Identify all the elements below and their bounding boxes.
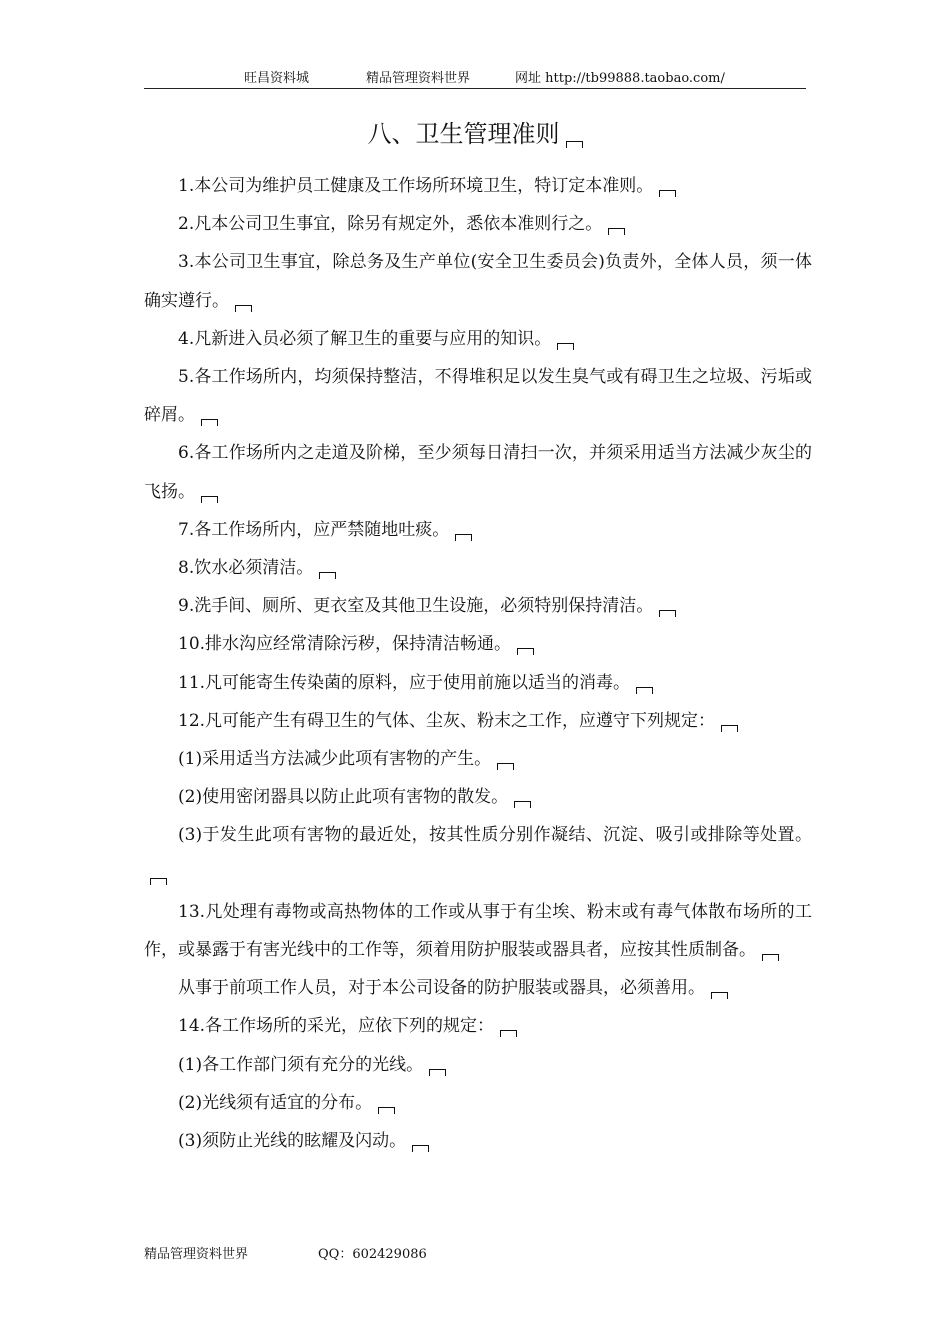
page-footer	[144, 1246, 427, 1264]
paragraph-text: 4.凡新进入员必须了解卫生的重要与应用的知识。	[178, 328, 552, 349]
paragraph-12-1	[144, 740, 812, 778]
paragraph-text: 10.排水沟应经常清除污秽，保持清洁畅通。	[178, 634, 512, 655]
paragraph-8	[144, 549, 812, 587]
footer-qq: QQ：602429086	[318, 1247, 427, 1262]
paragraph-text: (1)采用适当方法减少此项有害物的产生。	[178, 749, 492, 770]
document-body	[144, 167, 812, 1160]
paragraph-mark-icon	[636, 687, 653, 694]
paragraph-1	[144, 167, 812, 205]
paragraph-13	[144, 893, 812, 969]
paragraph-mark-icon	[201, 419, 218, 426]
paragraph-text: (3)于发生此项有害物的最近处，按其性质分别作凝结、沉淀、吸引或排除等处置。	[178, 825, 812, 846]
paragraph-5	[144, 358, 812, 434]
page-header	[144, 66, 806, 89]
paragraph-text: 13.凡处理有毒物或高热物体的工作或从事于有尘埃、粉末或有毒气体散布场所的工作，或暴露于有害光线中的工作等，须着用防护服装或器具者，应按其性质制备。	[144, 901, 812, 961]
paragraph-mark-icon	[608, 228, 625, 235]
paragraph-mark-icon	[150, 878, 167, 885]
paragraph-text: 9.洗手间、厕所、更衣室及其他卫生设施，必须特别保持清洁。	[178, 596, 654, 617]
paragraph-14	[144, 1007, 812, 1045]
paragraph-mark-icon	[514, 801, 531, 808]
paragraph-text: 3.本公司卫生事宜，除总务及生产单位(安全卫生委员会)负责外，全体人员，须一体确实遵行。	[144, 252, 812, 311]
paragraph-3	[144, 243, 812, 319]
paragraph-text: (3)须防止光线的眩耀及闪动。	[178, 1131, 407, 1152]
paragraph-mark-icon	[319, 572, 336, 579]
paragraph-text: 12.凡可能产生有碍卫生的气体、尘灰、粉末之工作，应遵守下列规定：	[178, 710, 716, 731]
paragraph-12	[144, 702, 812, 740]
paragraph-10	[144, 625, 812, 663]
paragraph-text: 6.各工作场所内之走道及阶梯，至少须每日清扫一次，并须采用适当方法减少灰尘的飞扬。	[144, 443, 812, 502]
paragraph-text: 2.凡本公司卫生事宜，除另有规定外，悉依本准则行之。	[178, 214, 603, 235]
paragraph-mark-icon	[378, 1107, 395, 1114]
paragraph-14-1	[144, 1046, 812, 1084]
paragraph-11	[144, 664, 812, 702]
paragraph-mark-icon	[711, 992, 728, 999]
paragraph-text: 14.各工作场所的采光，应依下列的规定：	[178, 1016, 495, 1037]
page-title	[0, 114, 950, 154]
paragraph-mark-icon	[429, 1069, 446, 1076]
paragraph-13-note	[144, 969, 812, 1007]
paragraph-text: 从事于前项工作人员，对于本公司设备的防护服装或器具，必须善用。	[178, 978, 705, 999]
paragraph-mark-icon	[557, 343, 574, 350]
paragraph-12-2	[144, 778, 812, 816]
paragraph-text: 11.凡可能寄生传染菌的原料，应于使用前施以适当的消毒。	[178, 672, 631, 693]
paragraph-text: (1)各工作部门须有充分的光线。	[178, 1054, 424, 1075]
paragraph-text: (2)光线须有适宜的分布。	[178, 1092, 373, 1113]
paragraph-mark-icon	[659, 190, 676, 197]
paragraph-mark-icon	[500, 1030, 517, 1037]
paragraph-mark-icon	[497, 763, 514, 770]
paragraph-text: (2)使用密闭器具以防止此项有害物的散发。	[178, 787, 509, 808]
paragraph-mark-icon	[659, 610, 676, 617]
paragraph-14-2	[144, 1084, 812, 1122]
paragraph-mark-icon	[455, 534, 472, 541]
paragraph-4	[144, 320, 812, 358]
paragraph-text: 7.各工作场所内，应严禁随地吐痰。	[178, 519, 450, 540]
header-site-name: 精品管理资料世界	[366, 71, 471, 86]
paragraph-mark-icon	[412, 1145, 429, 1152]
paragraph-6	[144, 434, 812, 510]
header-website-url: 网址 http://tb99888.taobao.com/	[515, 71, 725, 86]
paragraph-mark-icon	[517, 648, 534, 655]
paragraph-14-3	[144, 1122, 812, 1160]
paragraph-7	[144, 511, 812, 549]
paragraph-9	[144, 587, 812, 625]
paragraph-mark-icon	[566, 141, 583, 148]
paragraph-mark-icon	[235, 305, 252, 312]
paragraph-12-3	[144, 816, 812, 892]
footer-site-name: 精品管理资料世界	[144, 1247, 249, 1262]
header-shop-name: 旺昌资料城	[244, 71, 310, 86]
paragraph-2	[144, 205, 812, 243]
paragraph-mark-icon	[721, 725, 738, 732]
page-title-text: 八、卫生管理准则	[367, 120, 560, 148]
paragraph-text: 1.本公司为维护员工健康及工作场所环境卫生，特订定本准则。	[178, 176, 654, 196]
paragraph-mark-icon	[201, 496, 218, 503]
paragraph-mark-icon	[762, 954, 779, 961]
paragraph-text: 8.饮水必须清洁。	[178, 558, 314, 579]
paragraph-text: 5.各工作场所内，均须保持整洁，不得堆积足以发生臭气或有碍卫生之垃圾、污垢或碎屑。	[144, 367, 812, 426]
